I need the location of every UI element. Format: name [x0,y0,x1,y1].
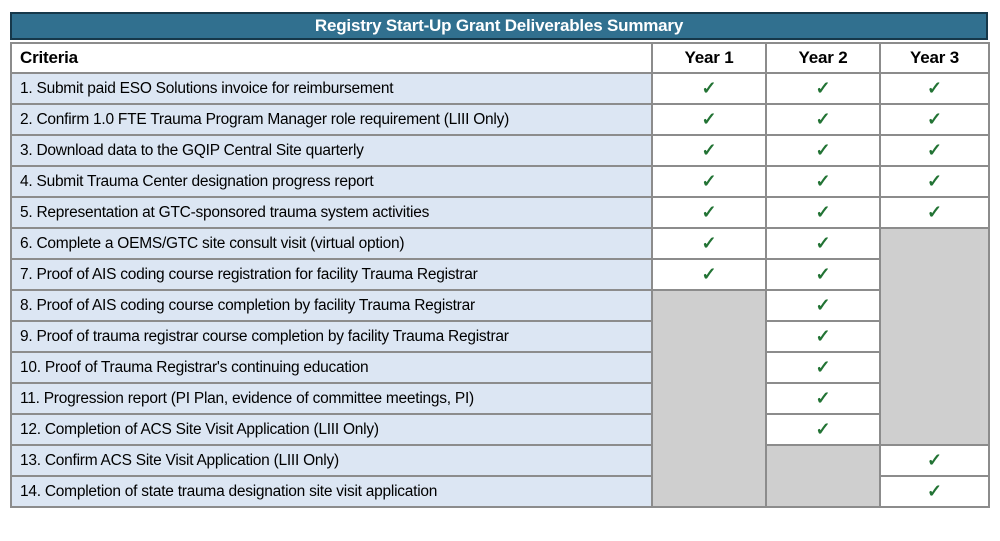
table-row [11,228,989,259]
criteria-cell: 12. Completion of ACS Site Visit Application (LIII Only) [11,414,652,445]
check-icon: ✓ [815,356,831,377]
year2-check-cell [766,166,880,197]
check-icon: ✓ [701,170,717,191]
table-title: Registry Start-Up Grant Deliverables Summary [314,16,684,35]
table-row [11,73,989,104]
check-icon: ✓ [926,170,943,191]
year3-check-cell [880,476,989,507]
criteria-cell: 5. Representation at GTC-sponsored trauma system activities [11,197,652,228]
check-icon: ✓ [926,449,943,470]
year2-check-cell [766,73,880,104]
table-row [11,414,989,445]
year2-check-cell [766,259,880,290]
header-row [11,43,989,73]
check-icon: ✓ [815,77,831,98]
year2-check-cell [766,104,880,135]
year2-check-cell [766,228,880,259]
col-header-year-2: Year 2 [766,43,880,73]
year2-check-cell [766,290,880,321]
criteria-cell: 11. Progression report (PI Plan, evidence of committee meetings, PI) [11,383,652,414]
criteria-cell: 6. Complete a OEMS/GTC site consult visit (virtual option) [11,228,652,259]
col-header-year-1: Year 1 [652,43,766,73]
check-icon: ✓ [815,418,831,439]
year1-check-cell [652,135,766,166]
check-icon: ✓ [926,108,943,129]
year1-check-cell [652,259,766,290]
check-icon: ✓ [701,201,717,222]
table-title-bar [10,12,988,40]
table-row [11,135,989,166]
year3-check-cell [880,445,989,476]
criteria-cell: 2. Confirm 1.0 FTE Trauma Program Manager role requirement (LIII Only) [11,104,652,135]
table-row [11,352,989,383]
year3-check-cell [880,197,989,228]
year2-check-cell [766,414,880,445]
check-icon: ✓ [815,294,831,315]
check-icon: ✓ [815,263,831,284]
year2-check-cell [766,135,880,166]
check-icon: ✓ [701,139,717,160]
year1-check-cell [652,104,766,135]
check-icon: ✓ [701,263,717,284]
check-icon: ✓ [815,108,831,129]
table-row [11,259,989,290]
criteria-cell: 4. Submit Trauma Center designation progress report [11,166,652,197]
criteria-cell: 14. Completion of state trauma designation site visit application [11,476,652,507]
check-icon: ✓ [815,170,831,191]
table-row [11,197,989,228]
check-icon: ✓ [701,77,717,98]
deliverables-table [10,42,990,508]
year2-check-cell [766,321,880,352]
year3-not-applicable-block [880,228,989,445]
table-row [11,383,989,414]
table-row [11,166,989,197]
year1-not-applicable-block [652,290,766,507]
year2-check-cell [766,197,880,228]
criteria-cell: 3. Download data to the GQIP Central Site quarterly [11,135,652,166]
criteria-cell: 8. Proof of AIS coding course completion by facility Trauma Registrar [11,290,652,321]
check-icon: ✓ [926,201,943,222]
check-icon: ✓ [815,232,831,253]
check-icon: ✓ [926,480,943,501]
year3-check-cell [880,166,989,197]
criteria-cell: 13. Confirm ACS Site Visit Application (LIII Only) [11,445,652,476]
check-icon: ✓ [815,325,831,346]
year3-check-cell [880,135,989,166]
year1-check-cell [652,197,766,228]
criteria-cell: 9. Proof of trauma registrar course completion by facility Trauma Registrar [11,321,652,352]
col-header-criteria: Criteria [11,43,652,73]
check-icon: ✓ [926,77,943,98]
check-icon: ✓ [815,139,831,160]
year2-check-cell [766,352,880,383]
check-icon: ✓ [701,232,717,253]
year3-check-cell [880,73,989,104]
col-header-year-3: Year 3 [880,43,989,73]
year1-check-cell [652,228,766,259]
year1-check-cell [652,73,766,104]
check-icon: ✓ [815,201,831,222]
table-row [11,290,989,321]
table-row [11,445,989,476]
check-icon: ✓ [926,139,943,160]
year3-check-cell [880,104,989,135]
criteria-cell: 10. Proof of Trauma Registrar's continuing education [11,352,652,383]
year1-check-cell [652,166,766,197]
year2-check-cell [766,383,880,414]
table-row [11,321,989,352]
check-icon: ✓ [815,387,831,408]
check-icon: ✓ [701,108,717,129]
table-row [11,104,989,135]
year2-not-applicable-block [766,445,880,507]
criteria-cell: 1. Submit paid ESO Solutions invoice for reimbursement [11,73,652,104]
criteria-cell: 7. Proof of AIS coding course registration for facility Trauma Registrar [11,259,652,290]
